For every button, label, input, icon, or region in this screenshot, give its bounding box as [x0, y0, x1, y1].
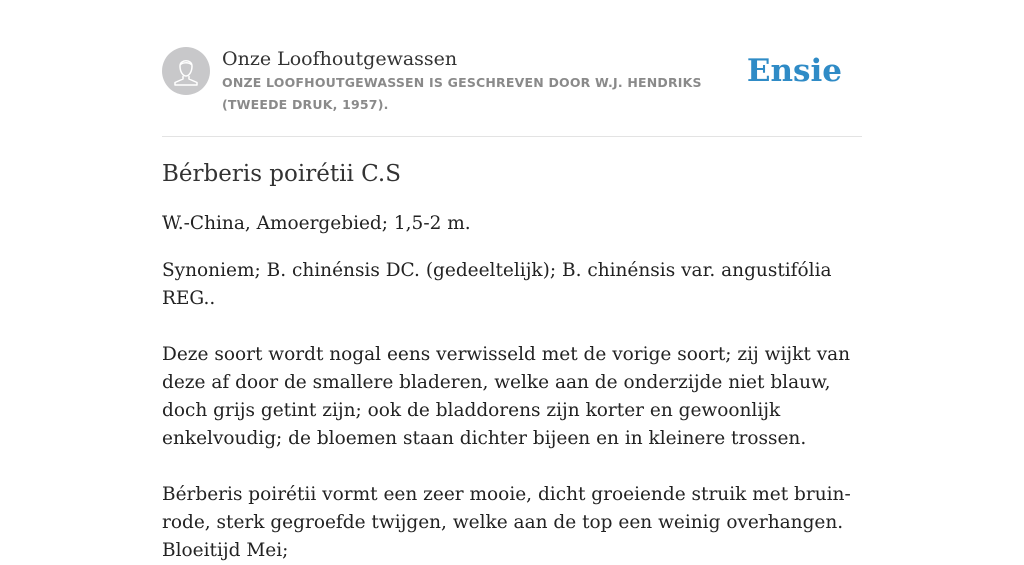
- entry-paragraph: Bérberis poirétii vormt een zeer mooie, dicht groeiende struik met bruin-rode, sterk gegroefde twijgen, welke aan de top een weinig overhangen. Bloeitijd Mei;: [162, 484, 851, 561]
- entry-content: [162, 158, 862, 565]
- entry-paragraph: Deze soort wordt nogal eens verwisseld met de vorige soort; zij wijkt van deze af door de smallere bladeren, welke aan de onderzijde niet blauw, doch grijs getint zijn; ook de bladdorens zijn korter en gewoonlijk enkelvoudig; de bloemen staan dichter bijeen en in kleinere trossen.: [162, 344, 851, 449]
- ensie-logo-link[interactable]: Ensie: [746, 53, 842, 89]
- entry-origin: W.-China, Amoergebied; 1,5-2 m.: [162, 213, 471, 234]
- book-header: [162, 47, 862, 137]
- entry-title: Bérberis poirétii C.S: [162, 161, 401, 187]
- book-title-link[interactable]: Onze Loofhoutgewassen: [222, 48, 458, 70]
- user-silhouette-icon: [162, 47, 210, 95]
- book-subtitle: ONZE LOOFHOUTGEWASSEN IS GESCHREVEN DOOR W.J. HENDRIKS (TWEEDE DRUK, 1957).: [222, 75, 702, 112]
- entry-synonym: Synoniem; B. chinénsis DC. (gedeeltelijk); B. chinénsis var. angustifólia REG..: [162, 260, 832, 309]
- book-avatar[interactable]: [162, 47, 210, 95]
